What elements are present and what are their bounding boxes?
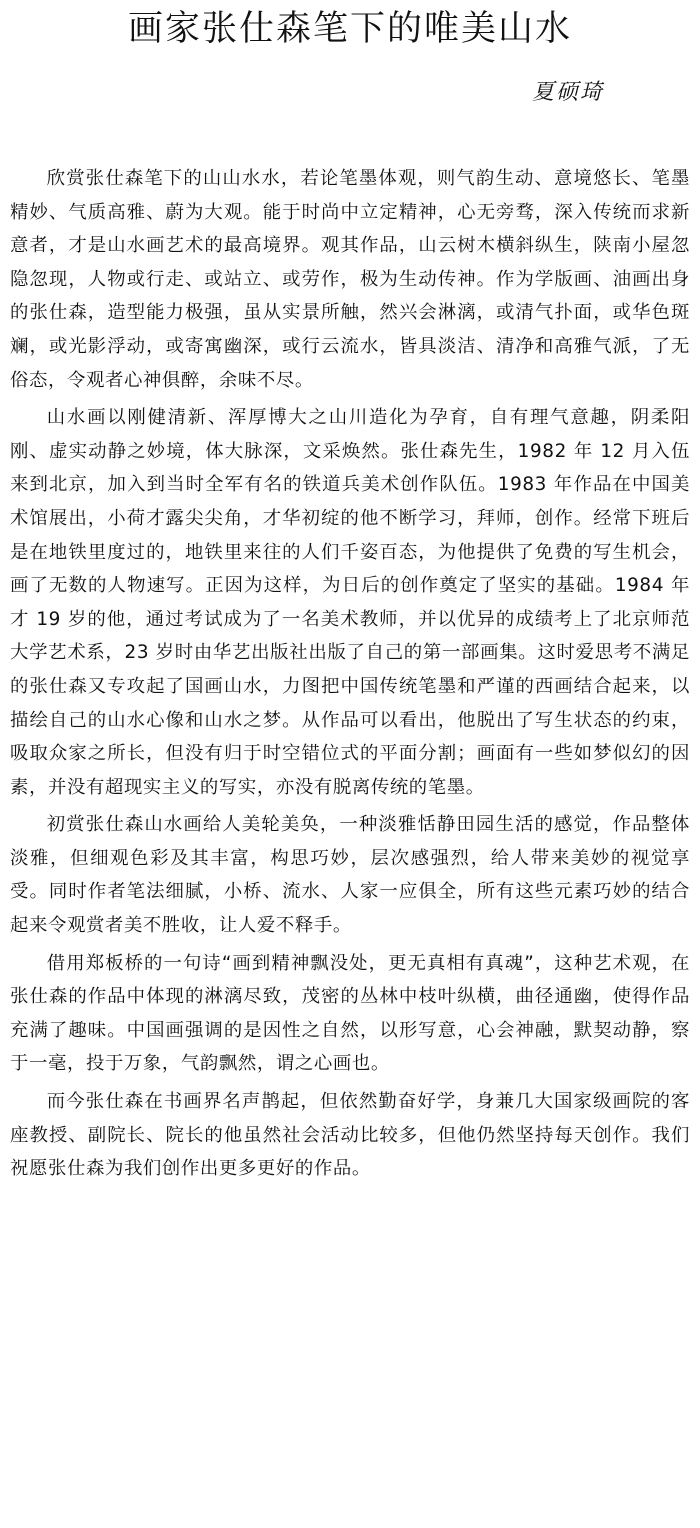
paragraph-2: 山水画以刚健清新、浑厚博大之山川造化为孕育，自有理气意趣，阴柔阳刚、虚实动静之妙境，体大脉深，文采焕然。张仕森先生，1982 年 12 月入伍来到北京，加入到当时全军有名的铁道兵美术创作队伍。1983 年作品在中国美术馆展出，小荷才露尖尖角，才华初绽的他不断学习，拜师，创作。经常下班后是在地铁里度过的，地铁里来往的人们千姿百态，为他提供了免费的写生机会，画了无数的人物速写。正因为这样，为日后的创作奠定了坚实的基础。1984 年才 19 岁的他，通过考试成为了一名美术教师，并以优异的成绩考上了北京师范大学艺术系，23 岁时由华艺出版社出版了自己的第一部画集。这时爱思考不满足的张仕森又专攻起了国画山水，力图把中国传统笔墨和严谨的西画结合起来，以描绘自己的山水心像和山水之梦。从作品可以看出，他脱出了写生状态的约束，吸取众家之所长，但没有归于时空错位式的平面分割；画面有一些如梦似幻的因素，并没有超现实主义的写实，亦没有脱离传统的笔墨。 xyxy=(10,407,690,798)
article-author: 夏硕琦 xyxy=(531,80,604,105)
paragraph-4: 借用郑板桥的一句诗“画到精神飘没处，更无真相有真魂”，这种艺术观，在张仕森的作品中体现的淋漓尽致，茂密的丛林中枝叶纵横，曲径通幽，使得作品充满了趣味。中国画强调的是因性之自然，以形写意，心会神融，默契动静，察于一毫，投于万象，气韵飘然，谓之心画也。 xyxy=(10,952,690,1075)
paragraph-3: 初赏张仕森山水画给人美轮美奂，一种淡雅恬静田园生活的感觉，作品整体淡雅，但细观色彩及其丰富，构思巧妙，层次感强烈，给人带来美妙的视觉享受。同时作者笔法细腻，小桥、流水、人家一应俱全，所有这些元素巧妙的结合起来令观赏者美不胜收，让人爱不释手。 xyxy=(10,814,690,937)
paragraph-5: 而今张仕森在书画界名声鹊起，但依然勤奋好学，身兼几大国家级画院的客座教授、副院长、院长的他虽然社会活动比较多，但他仍然坚持每天创作。我们祝愿张仕森为我们创作出更多更好的作品。 xyxy=(10,1091,690,1180)
paragraph-1: 欣赏张仕森笔下的山山水水，若论笔墨体观，则气韵生动、意境悠长、笔墨精妙、气质高雅、蔚为大观。能于时尚中立定精神，心无旁骛，深入传统而求新意者，才是山水画艺术的最高境界。观其作品，山云树木横斜纵生，陕南小屋忽隐忽现，人物或行走、或站立、或劳作，极为生动传神。作为学版画、油画出身的张仕森，造型能力极强，虽从实景所触，然兴会淋漓，或清气扑面，或华色斑斓，或光影浮动，或寄寓幽深，或行云流水，皆具淡洁、清净和高雅气派，了无俗态，令观者心神俱醉，余味不尽。 xyxy=(10,168,690,391)
article-title: 画家张仕森笔下的唯美山水 xyxy=(127,9,572,49)
article-body xyxy=(10,162,690,1190)
